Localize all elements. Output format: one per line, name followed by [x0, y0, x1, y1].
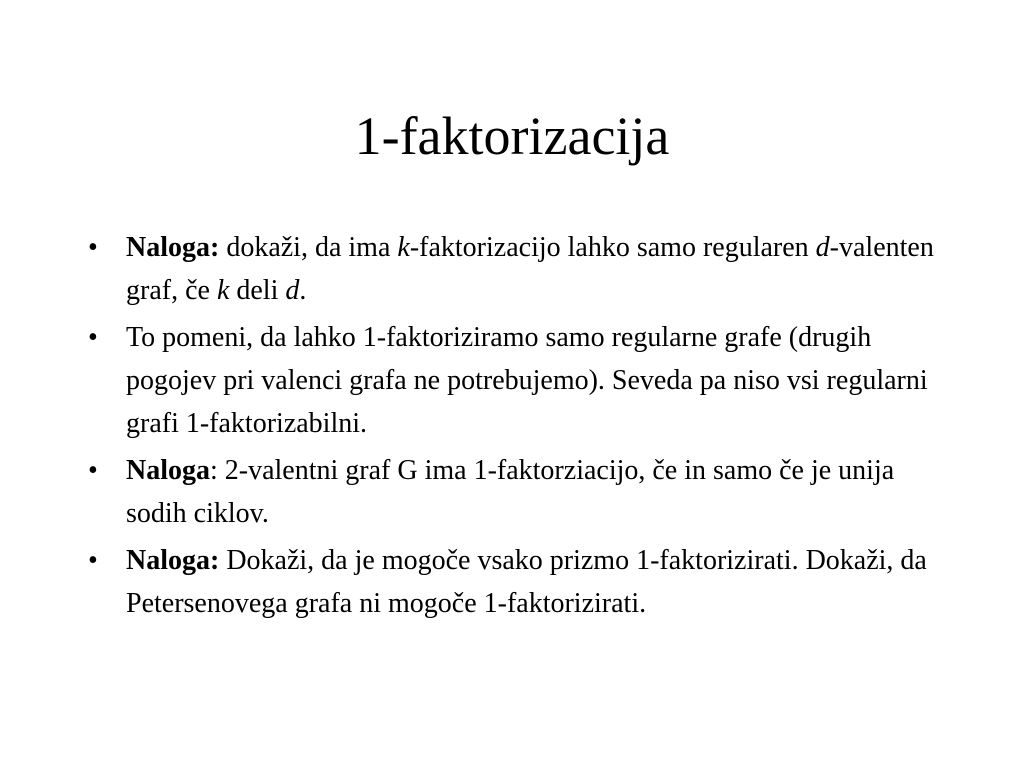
task-label: Naloga — [126, 455, 210, 486]
text-segment: dokaži, da ima — [219, 232, 398, 263]
bullet-item — [82, 316, 952, 445]
task-label: Naloga: — [126, 232, 220, 263]
bullet-text — [126, 232, 934, 306]
bullet-dot-icon: • — [88, 232, 98, 263]
text-segment: . — [299, 275, 307, 306]
bullet-list — [82, 226, 952, 629]
variable-d: d — [285, 275, 300, 306]
bullet-dot-icon: • — [88, 322, 98, 353]
slide-title: 1-faktorizacija — [354, 106, 670, 166]
text-segment: -faktorizacijo lahko samo regularen — [409, 232, 816, 263]
bullet-text — [126, 545, 927, 619]
text-segment: deli — [229, 275, 286, 306]
text-segment: Dokaži, da je mogoče vsako prizmo 1-faktorizirati. Dokaži, da Petersenovega grafa ni mogoče 1-faktorizirati. — [126, 545, 927, 619]
text-segment: -valenten graf, če — [126, 232, 934, 306]
bullet-item — [82, 539, 952, 625]
bullet-item — [82, 449, 952, 535]
variable-d: d — [815, 232, 830, 263]
bullet-dot-icon: • — [88, 455, 98, 486]
variable-k: k — [397, 232, 410, 263]
variable-k: k — [216, 275, 230, 306]
bullet-text: To pomeni, da lahko 1-faktoriziramo samo regularne grafe (drugih pogojev pri valenci grafa ne potrebujemo). Seveda pa niso vsi regularni grafi 1-faktorizabilni. — [126, 322, 928, 439]
bullet-text — [126, 455, 894, 529]
bullet-dot-icon: • — [88, 545, 98, 576]
task-label: Naloga: — [126, 545, 220, 576]
bullet-item — [82, 226, 952, 312]
text-segment: : 2-valentni graf G ima 1-faktorziacijo, če in samo če je unija sodih ciklov. — [126, 455, 895, 529]
